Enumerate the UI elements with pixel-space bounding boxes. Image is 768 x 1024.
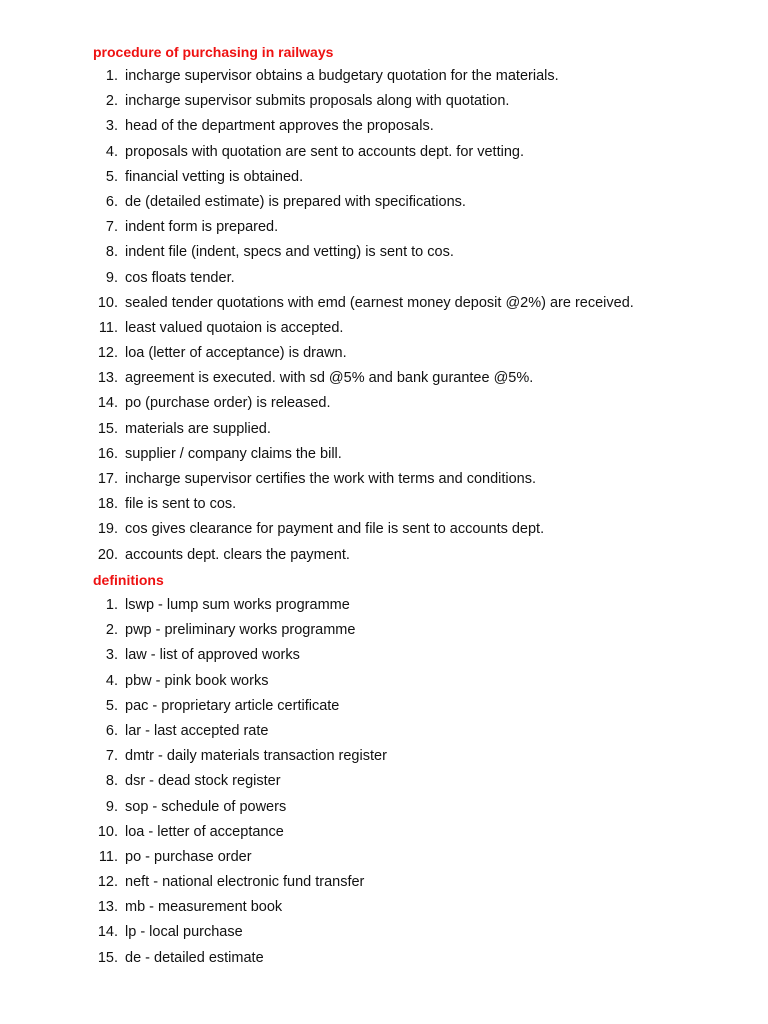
list-item-text: materials are supplied.: [125, 420, 271, 437]
list-item-text: cos floats tender.: [125, 269, 235, 286]
list-item: [0, 797, 768, 822]
list-item-number: 8.: [105, 244, 118, 261]
list-item-number: 3.: [105, 647, 118, 664]
list-item-text: pwp - preliminary works programme: [125, 622, 356, 639]
list-item: [0, 293, 768, 318]
list-item-text: loa - letter of acceptance: [125, 823, 284, 840]
list-item-text: sealed tender quotations with emd (earnest money deposit @2%) are received.: [125, 294, 634, 311]
list-item: [0, 771, 768, 796]
list-item-text: indent file (indent, specs and vetting) is sent to cos.: [125, 244, 454, 261]
list-item-text: incharge supervisor obtains a budgetary quotation for the materials.: [125, 68, 559, 84]
list-item-number: 11.: [98, 848, 118, 865]
list-item: [0, 393, 768, 418]
list-item: [0, 167, 768, 192]
list-item-number: 3.: [105, 118, 118, 135]
list-item: [0, 897, 768, 922]
list-item-text: po (purchase order) is released.: [125, 395, 331, 412]
list-item: [0, 419, 768, 444]
list-item: [0, 66, 768, 91]
list-item-number: 18.: [97, 496, 118, 513]
list-item: [0, 822, 768, 847]
list-item-number: 6.: [105, 722, 118, 739]
list-item-number: 14.: [97, 924, 118, 941]
list-item: [0, 469, 768, 494]
list-item-number: 9.: [105, 798, 118, 815]
list-item: [0, 948, 768, 973]
list-item-number: 7.: [105, 219, 118, 236]
list-item-number: 13.: [97, 899, 118, 916]
list-item-text: law - list of approved works: [125, 647, 300, 664]
list-item-number: 4.: [105, 672, 118, 689]
section-heading-procedure: procedure of purchasing in railways: [93, 44, 334, 60]
list-item-number: 15.: [97, 949, 118, 966]
list-item-number: 11.: [98, 319, 118, 336]
list-item-text: neft - national electronic fund transfer: [125, 874, 365, 891]
list-item-number: 5.: [105, 697, 118, 714]
list-item: [0, 721, 768, 746]
list-item-number: 17.: [97, 471, 118, 487]
list-item-number: 4.: [105, 143, 118, 160]
list-item-number: 10.: [97, 294, 118, 311]
list-item: [0, 318, 768, 343]
list-item-text: incharge supervisor submits proposals along with quotation.: [125, 93, 510, 110]
list-item: [0, 242, 768, 267]
list-item-number: 9.: [105, 269, 118, 286]
list-item: [0, 922, 768, 947]
list-item-text: indent form is prepared.: [125, 219, 279, 236]
list-item-text: dsr - dead stock register: [125, 773, 281, 790]
list-item-number: 1.: [105, 68, 118, 84]
list-item: [0, 368, 768, 393]
list-item-number: 14.: [97, 395, 118, 412]
list-item: [0, 847, 768, 872]
list-item-text: sop - schedule of powers: [125, 798, 287, 815]
list-item-text: accounts dept. clears the payment.: [125, 546, 350, 563]
list-item: [0, 192, 768, 217]
list-item-number: 10.: [97, 823, 118, 840]
list-item: [0, 217, 768, 242]
list-item: [0, 872, 768, 897]
list-item: [0, 268, 768, 293]
list-item-text: lar - last accepted rate: [125, 722, 269, 739]
list-item-text: de - detailed estimate: [125, 949, 264, 966]
list-item: [0, 343, 768, 368]
list-item: [0, 746, 768, 771]
section-heading-definitions: definitions: [93, 572, 164, 588]
list-item: [0, 545, 768, 570]
list-item: [0, 142, 768, 167]
list-item: [0, 671, 768, 696]
list-item-text: least valued quotaion is accepted.: [125, 319, 344, 336]
list-item-text: dmtr - daily materials transaction register: [125, 748, 387, 765]
list-item-number: 19.: [97, 521, 118, 538]
list-item-number: 8.: [105, 773, 118, 790]
list-item-text: lp - local purchase: [125, 924, 243, 941]
list-item-text: head of the department approves the proposals.: [125, 118, 434, 135]
list-item-text: de (detailed estimate) is prepared with specifications.: [125, 193, 466, 210]
definitions-list: [0, 595, 768, 973]
list-item-text: proposals with quotation are sent to accounts dept. for vetting.: [125, 143, 524, 160]
list-item-number: 5.: [105, 168, 118, 185]
list-item-number: 15.: [97, 420, 118, 437]
list-item-number: 2.: [105, 93, 118, 110]
list-item: [0, 696, 768, 721]
list-item-text: financial vetting is obtained.: [125, 168, 304, 185]
list-item-text: lswp - lump sum works programme: [125, 597, 350, 613]
list-item: [0, 91, 768, 116]
list-item-text: loa (letter of acceptance) is drawn.: [125, 345, 347, 362]
list-item-text: incharge supervisor certifies the work with terms and conditions.: [125, 471, 537, 487]
list-item-text: supplier / company claims the bill.: [125, 445, 342, 462]
list-item-text: agreement is executed. with sd @5% and bank gurantee @5%.: [125, 370, 534, 387]
list-item-number: 12.: [97, 874, 118, 891]
list-item-number: 2.: [105, 622, 118, 639]
list-item-text: mb - measurement book: [125, 899, 283, 916]
list-item: [0, 116, 768, 141]
procedure-list: [0, 66, 768, 570]
list-item-text: pac - proprietary article certificate: [125, 697, 340, 714]
list-item: [0, 444, 768, 469]
list-item-number: 13.: [97, 370, 118, 387]
list-item-number: 6.: [105, 193, 118, 210]
list-item-number: 16.: [97, 445, 118, 462]
list-item-text: cos gives clearance for payment and file is sent to accounts dept.: [125, 521, 545, 538]
list-item-number: 12.: [97, 345, 118, 362]
list-item-text: po - purchase order: [125, 848, 252, 865]
list-item-number: 1.: [105, 597, 118, 613]
list-item: [0, 620, 768, 645]
list-item-text: pbw - pink book works: [125, 672, 269, 689]
list-item-text: file is sent to cos.: [125, 496, 237, 513]
list-item-number: 7.: [105, 748, 118, 765]
list-item: [0, 494, 768, 519]
list-item-number: 20.: [97, 546, 118, 563]
list-item: [0, 595, 768, 620]
list-item: [0, 519, 768, 544]
list-item: [0, 645, 768, 670]
